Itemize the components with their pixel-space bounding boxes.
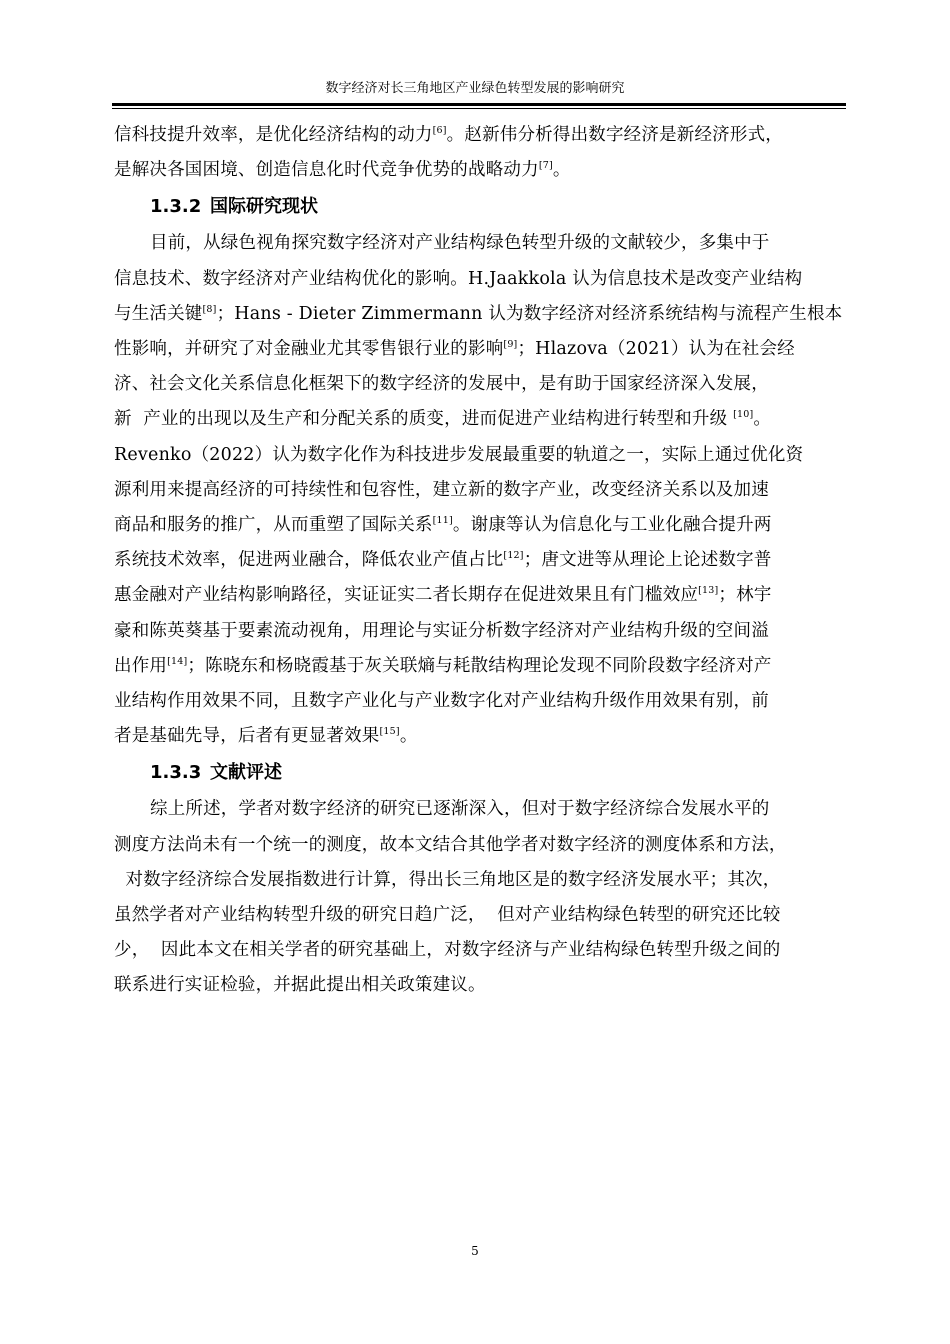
citation-ref: [10] [733,409,754,421]
text-line: 少， 因此本文在相关学者的研究基础上，对数字经济与产业结构绿色转型升级之间的 [114,940,781,961]
section-heading-1-3-3 [114,754,844,792]
citation-ref: [7] [538,160,553,172]
text-line: 信科技提升效率，是优化经济结构的动力[6]。赵新伟分析得出数字经济是新经济形式， [114,125,783,145]
text-line: 是解决各国困境、创造信息化时代竞争优势的战略动力[7]。 [114,160,571,181]
header-rule-thick [112,103,846,106]
citation-ref: [9] [503,339,518,351]
text-line: 业结构作用效果不同，且数字产业化与产业数字化对产业结构升级作用效果有别，前 [114,691,769,712]
text-line: 源利用来提高经济的可持续性和包容性，建立新的数字产业，改变经济关系以及加速 [114,479,769,500]
text-line: 者是基础先导，后者有更显著效果[15]。 [114,726,418,747]
citation-ref: [13] [698,585,719,597]
section-title: 国际研究现状 [210,196,318,218]
text-line: 新 产业的出现以及生产和分配关系的质变，进而促进产业结构进行转型和升级 [10]。 [114,409,772,430]
text-line: 系统技术效率，促进两业融合，降低农业产值占比[12]；唐文进等从理论上论述数字普 [114,550,772,571]
section-title: 文献评述 [210,762,282,784]
citation-ref: [14] [167,655,188,667]
text-line: 豪和陈英葵基于要素流动视角，用理论与实证分析数字经济对产业结构升级的空间溢 [114,620,769,641]
page-body [114,118,844,1004]
text-line: 商品和服务的推广，从而重塑了国际关系[11]。谢康等认为信息化与工业化融合提升两 [114,515,772,536]
text-line: 济、社会文化关系信息化框架下的数字经济的发展中，是有助于国家经济深入发展， [114,374,769,395]
text-line: 虽然学者对产业结构转型升级的研究日趋广泛， 但对产业结构绿色转型的研究还比较 [114,905,781,926]
section-number: 1.3.3 [150,762,202,784]
text-line: 测度方法尚未有一个统一的测度，故本文结合其他学者对数字经济的测度体系和方法， [114,834,787,855]
citation-ref: [15] [379,726,400,738]
text-line: 目前，从绿色视角探究数字经济对产业结构绿色转型升级的文献较少，多集中于 [150,233,770,254]
citation-ref: [12] [503,550,524,562]
text-line: Revenko（2022）认为数字化作为科技进步发展最重要的轨道之一，实际上通过优化资 [114,444,804,465]
text-line: 出作用[14]；陈晓东和杨晓霞基于灰关联熵与耗散结构理论发现不同阶段数字经济对产 [114,655,772,676]
citation-ref: [8] [202,303,217,315]
paragraph-international-research [114,226,844,754]
page-number: 5 [471,1244,479,1258]
paragraph-continued [114,118,844,188]
text-line: 综上所述，学者对数字经济的研究已逐渐深入，但对于数字经济综合发展水平的 [150,799,770,820]
section-heading-1-3-2 [114,188,844,226]
text-line: 联系进行实证检验，并据此提出相关政策建议。 [114,975,486,996]
citation-ref: [11] [432,515,453,527]
text-line: 性影响，并研究了对金融业尤其零售银行业的影响[9]；Hlazova（2021）认为在社会经 [114,339,795,360]
citation-ref: [6] [432,125,447,136]
paragraph-literature-review [114,792,844,1003]
text-line: 对数字经济综合发展指数进行计算，得出长三角地区是的数字经济发展水平；其次， [114,869,781,890]
text-line: 惠金融对产业结构影响路径，实证证实二者长期存在促进效果且有门槛效应[13]；林宇 [114,585,772,606]
text-line: 与生活关键[8]；Hans - Dieter Zimmermann 认为数字经济对经济系统结构与流程产生根本 [114,303,843,324]
running-header: 数字经济对长三角地区产业绿色转型发展的影响研究 [325,81,625,96]
text-line: 信息技术、数字经济对产业结构优化的影响。H.Jaakkola 认为信息技术是改变产业结构 [114,268,803,289]
header-rule-thin [112,108,846,109]
section-number: 1.3.2 [150,196,202,218]
